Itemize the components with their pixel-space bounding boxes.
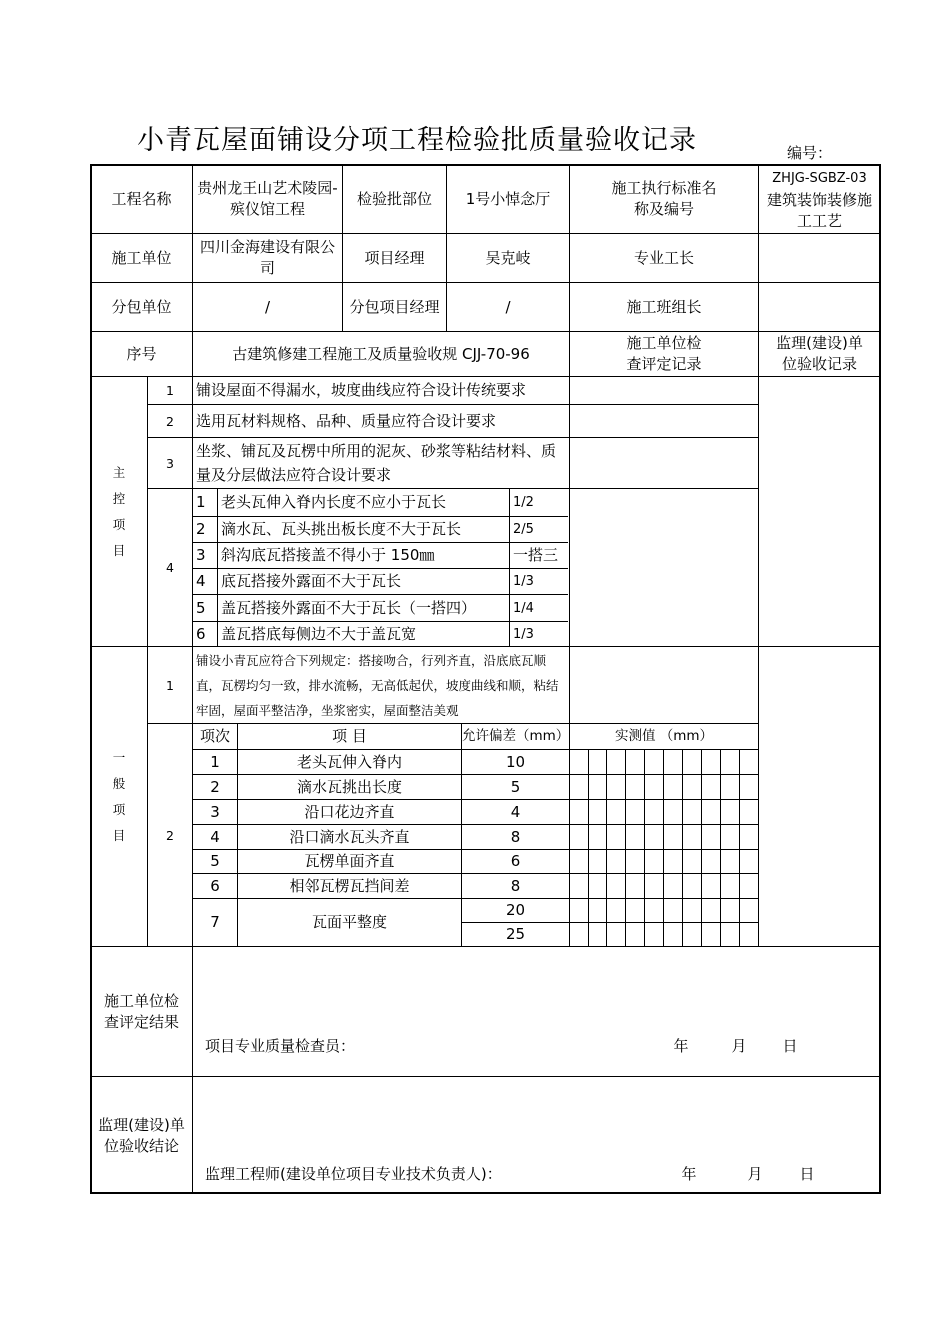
foreman-label: 专业工长 (633, 248, 694, 267)
sub-item-no: 4 (196, 572, 206, 590)
seq-label: 序号 (126, 344, 157, 363)
subcontractor-value: / (264, 297, 271, 316)
table-row-no: 6 (210, 876, 220, 895)
sub-item-value: 1/3 (513, 574, 534, 589)
table-row-item: 老头瓦伸入脊内 (296, 752, 402, 771)
table-row-tolerance: 8 (510, 876, 521, 895)
col-tolerance-header: 允许偏差（mm） (462, 728, 570, 744)
general-item-1-text: 铺设小青瓦应符合下列规定：搭接吻合，行列齐直，沿底底瓦顺直，瓦楞均匀一致，排水流畅，无高低起伏，坡度曲线和顺，粘结牢固，屋面平整洁净，坐浆密实，屋面整洁美观 (196, 652, 559, 718)
table-row-tolerance: 25 (505, 925, 526, 943)
contractor-label: 施工单位 (111, 248, 172, 267)
table-row-tolerance: 8 (510, 827, 521, 846)
sub-pm-value: / (505, 297, 511, 316)
standard-code: ZHJG-SGBZ-03 (772, 170, 867, 186)
year-label: 年 (681, 1164, 697, 1183)
table-row-no: 7 (210, 913, 220, 931)
project-name-label: 工程名称 (111, 189, 172, 208)
sub-item-no: 5 (196, 598, 206, 617)
main-item-1-text: 铺设屋面不得漏水，坡度曲线应符合设计传统要求 (196, 381, 527, 399)
contractor-result-label: 施工单位检查评定结果 (103, 991, 179, 1031)
sub-item-text: 盖瓦搭接外露面不大于瓦长（一搭四） (221, 598, 477, 617)
supervisor-record-header: 监理(建设)单位验收记录 (776, 334, 863, 373)
sub-item-value: 2/5 (513, 522, 534, 537)
sub-item-no: 1 (196, 493, 206, 511)
table-row-no: 1 (210, 752, 220, 771)
month-label: 月 (747, 1164, 763, 1183)
table-row-tolerance: 5 (510, 777, 521, 796)
col-no-header: 项次 (199, 727, 230, 745)
foreman-value (759, 234, 880, 282)
sub-item-text: 斜沟底瓦搭接盖不得小于 150㎜ (221, 546, 435, 564)
project-manager-label: 项目经理 (364, 248, 425, 267)
general-item-1-no: 1 (166, 677, 174, 693)
subcontractor-label: 分包单位 (111, 297, 172, 316)
table-row-tolerance: 20 (505, 901, 526, 919)
table-row-no: 4 (210, 827, 220, 846)
main-control-label: 主控项目 (112, 464, 126, 558)
table-row-tolerance: 6 (510, 852, 521, 870)
main-item-1-no: 1 (166, 383, 174, 398)
table-row-item: 瓦楞单面齐直 (304, 852, 395, 870)
year-label: 年 (673, 1036, 689, 1055)
main-item-3-no: 3 (166, 455, 174, 471)
quality-inspector-label: 项目专业质量检查员： (205, 1036, 356, 1055)
contractor-record-header: 施工单位检查评定记录 (626, 334, 702, 373)
table-row-tolerance: 10 (505, 752, 526, 771)
day-label: 日 (799, 1164, 815, 1183)
table-row-item: 沿口花边齐直 (304, 802, 395, 821)
sub-item-text: 老头瓦伸入脊内长度不应小于瓦长 (221, 493, 447, 511)
main-item-2-text: 选用瓦材料规格、品种、质量应符合设计要求 (196, 411, 497, 430)
table-row-item: 沿口滴水瓦头齐直 (289, 827, 410, 846)
team-leader-value (759, 283, 880, 331)
sub-item-value: 1/3 (513, 626, 534, 642)
spec-reference: 古建筑修建工程施工及质量验收规 CJJ-70-96 (232, 344, 530, 363)
main-item-3-text: 坐浆、铺瓦及瓦楞中所用的泥灰、砂浆等粘结材料、质量及分层做法应符合设计要求 (196, 442, 557, 484)
sub-item-text: 滴水瓦、瓦头挑出板长度不大于瓦长 (221, 520, 462, 538)
month-label: 月 (731, 1036, 747, 1055)
contractor-value: 四川金海建设有限公司 (199, 238, 335, 277)
batch-location-value: 1号小悼念厅 (465, 189, 551, 208)
day-label: 日 (782, 1036, 798, 1055)
project-name-value: 贵州龙王山艺术陵园-殡仪馆工程 (197, 179, 338, 218)
standard-label: 施工执行标准名称及编号 (611, 179, 717, 218)
supervisor-engineer-label: 监理工程师(建设单位项目专业技术负责人)： (205, 1164, 502, 1183)
table-row-no: 2 (210, 777, 220, 796)
table-row-no: 5 (210, 852, 220, 870)
sub-item-value: 1/2 (513, 495, 534, 510)
supervisor-conclusion-label: 监理(建设)单位验收结论 (98, 1115, 185, 1155)
table-row-item: 相邻瓦楞瓦挡间差 (289, 876, 410, 895)
project-manager-value: 吴克岐 (485, 248, 531, 267)
main-item-2-no: 2 (166, 413, 174, 429)
sub-item-value: 1/4 (513, 600, 534, 616)
sub-item-no: 2 (196, 520, 206, 538)
sub-pm-label: 分包项目经理 (349, 297, 440, 316)
main-item-4-no: 4 (166, 560, 174, 575)
general-label: 一般项目 (112, 749, 126, 843)
table-row-no: 3 (210, 802, 220, 821)
col-item-header: 项 目 (332, 727, 367, 745)
batch-location-label: 检验批部位 (356, 189, 432, 208)
team-leader-label: 施工班组长 (626, 297, 702, 316)
table-row-item: 滴水瓦挑出长度 (296, 777, 402, 796)
page-title: 小青瓦屋面铺设分项工程检验批质量验收记录 (137, 125, 697, 156)
table-row-item: 瓦面平整度 (311, 913, 387, 931)
sub-item-no: 6 (196, 624, 206, 643)
general-item-2-no: 2 (166, 827, 174, 843)
sub-item-no: 3 (196, 546, 206, 564)
table-row-tolerance: 4 (510, 802, 521, 821)
sub-item-value: 一搭三 (513, 546, 559, 564)
doc-number-label: 编号： (787, 144, 833, 162)
sub-item-text: 盖瓦搭底每侧边不大于盖瓦宽 (221, 624, 417, 643)
sub-item-text: 底瓦搭接外露面不大于瓦长 (221, 572, 402, 590)
standard-name: 建筑装饰装修施工工艺 (766, 191, 872, 230)
col-measured-header: 实测值 （mm） (614, 728, 714, 744)
